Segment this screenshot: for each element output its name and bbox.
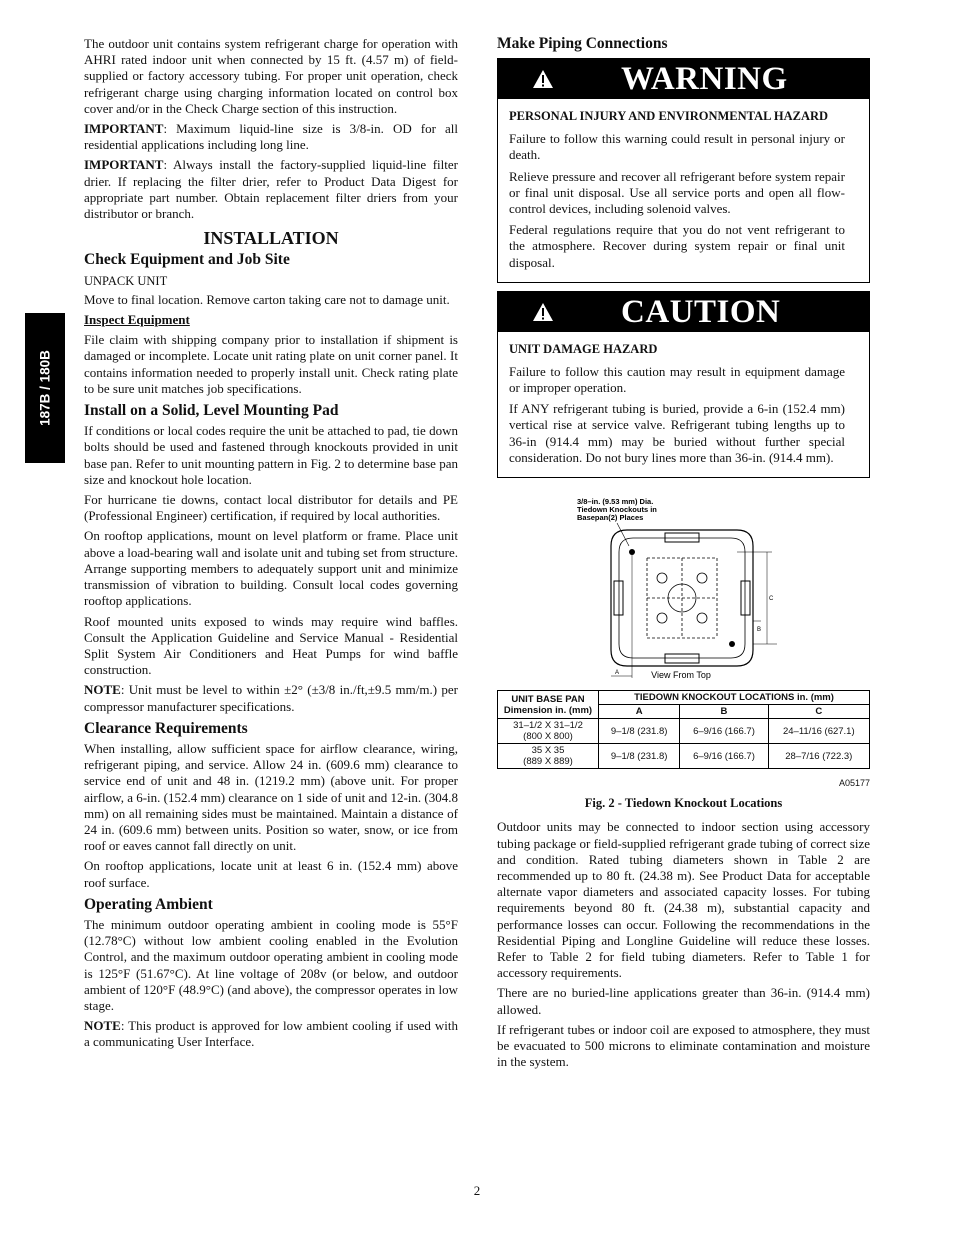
warning-paragraph-2: Relieve pressure and recover all refrigerant before system repair or final unit disposal. Use all service ports and open all flow-control devices, including solenoid valves. bbox=[509, 168, 845, 217]
intro-paragraph: The outdoor unit contains system refrigerant charge for operation with AHRI rated indoor unit when connected by 15 ft. (4.57 m) of field-supplied or factory accessory tubing. For proper unit operation, check refrigerant charge using charging information located on control box cover and/or in the Check Charge section of this instruction. bbox=[84, 36, 458, 116]
clearance-paragraph-1: When installing, allow sufficient space for airflow clearance, wiring, refrigerant piping, and service. Allow 24 in. (609.6 mm) clearance to service end of unit and 48 in. (1219.2 mm) (above unit. For proper airflow, a 6-in. (152.4 mm) clearance on 1 side of unit and 12-in. (304.8 mm) on all remaining sides must be maintained. Maintain a distance of 24 in. (609.6 mm) between units. Position so water, snow, or ice from roof or eaves cannot fall directly on unit. bbox=[84, 740, 458, 854]
mounting-pad-heading: Install on a Solid, Level Mounting Pad bbox=[84, 402, 339, 420]
unpack-label: UNPACK UNIT bbox=[84, 273, 168, 288]
after-paragraph-2: There are no buried-line applications greater than 36-in. (914.4 mm) allowed. bbox=[497, 985, 870, 1017]
ambient-note: NOTE: This product is approved for low ambient cooling if used with a communicating User Interface. bbox=[84, 1018, 458, 1050]
basepan-diagram bbox=[497, 496, 870, 686]
dim-letter-c: C bbox=[769, 596, 774, 603]
callout-line-3: Basepan(2) Places bbox=[577, 513, 644, 523]
unpack-text: Move to final location. Remove carton taking care not to damage unit. bbox=[84, 291, 450, 307]
warning-paragraph-3: Federal regulations require that you do not vent refrigerant to the atmosphere. Recover during system repair or final unit disposal. bbox=[509, 222, 845, 270]
col-header-a: A bbox=[599, 705, 680, 719]
caution-box bbox=[497, 291, 870, 478]
warning-hazard: PERSONAL INJURY AND ENVIRONMENTAL HAZARD bbox=[509, 109, 829, 124]
figure-caption: Fig. 2 - Tiedown Knockout Locations bbox=[584, 796, 783, 811]
caution-title: CAUTION bbox=[621, 293, 781, 330]
pad-paragraph-2: For hurricane tie downs, contact local distributor for details and PE (Professional Engineer) certification, if required by local authorities. bbox=[84, 492, 458, 524]
callout-line-1: 3/8–in. (9.53 mm) Dia. bbox=[577, 497, 654, 507]
left-column bbox=[84, 36, 458, 1055]
caution-paragraph-2: If ANY refrigerant tubing is buried, provide a 6-in (152.4 mm) vertical rise at service valve. Refrigerant tubing lengths up to 36-in (914.4 mm) may be buried without further special consideration. Do not bury lines more than 36-in. (914.4 mm). bbox=[509, 401, 845, 465]
warning-paragraph-1: Failure to follow this warning could result in personal injury or death. bbox=[509, 131, 845, 163]
tiedown-figure bbox=[497, 496, 870, 686]
side-tab bbox=[25, 313, 65, 463]
pad-paragraph-3: On rooftop applications, mount on level platform or frame. Place unit above a load-bearing wall and isolate unit and tubing set from structure. Arrange supporting members to adequately support unit and minimize transmission of vibration to building. Consult local codes governing rooftop applications. bbox=[84, 528, 458, 609]
page-number: 2 bbox=[473, 1183, 481, 1198]
important-1: IMPORTANT: Maximum liquid-line size is 3/8-in. OD for all residential applications including long line. bbox=[84, 121, 458, 153]
level-note: NOTE: Unit must be level to within ±2° (±3/8 in./ft,±9.5 mm/m.) per compressor manufacturer specifications. bbox=[84, 682, 458, 714]
ambient-paragraph: The minimum outdoor operating ambient in cooling mode is 55°F (12.78°C) without low ambient cooling enabled in the Evolution Control, and the maximum outdoor operating ambient in cooling mode is 125°F (51.67°C). At line voltage of 208v (or below, and outdoor ambient of 120°F (48.9°C) (and above), the compressor operates in low stage. bbox=[84, 916, 458, 1013]
warning-title: WARNING bbox=[621, 61, 788, 98]
after-paragraph-1: Outdoor units may be connected to indoor section using accessory tubing package or field-supplied refrigerant grade tubing of correct size and condition. Rated tubing diameters shown in Table 2 are recommended up to 80 ft. (24.38 m). See Product Data for acceptable alternate vapor diameters and associated capacity losses. For tubing requirements beyond 80 ft. (24.38 m), substantial capacity and performance losses can occur. Following the recommendations in the Residential Piping and Longline Guideline will reduce these losses. Refer to Table 2 for field tubing diameters. Refer to Table 1 for accessory requirements. bbox=[497, 819, 870, 981]
dim-letter-b: B bbox=[757, 627, 762, 634]
inspect-text: File claim with shipping company prior to installation if shipment is damaged or incomplete. Locate unit rating plate on unit corner panel. It contains information needed to properly install unit. Check rating plate to be sure unit matches job specifications. bbox=[84, 332, 458, 396]
col-header-dimension: UNIT BASE PAN Dimension in. (mm) bbox=[498, 691, 599, 719]
clearance-paragraph-2: On rooftop applications, locate unit at least 6 in. (152.4 mm) above roof surface. bbox=[84, 858, 458, 890]
caution-header bbox=[498, 292, 869, 332]
col-header-b: B bbox=[680, 705, 768, 719]
warning-triangle-icon bbox=[532, 69, 554, 89]
table-row: 31–1/2 X 31–1/2 (800 X 800) 9–1/8 (231.8) 6–9/16 (166.7) 24–11/16 (627.1) bbox=[498, 719, 870, 744]
after-paragraph-3: If refrigerant tubes or indoor coil are exposed to atmosphere, they must be evacuated to 500 microns to eliminate contamination and moisture in the system. bbox=[497, 1021, 870, 1070]
caution-hazard: UNIT DAMAGE HAZARD bbox=[509, 341, 658, 356]
dim-letter-a: A bbox=[615, 670, 620, 677]
callout-line-2: Tiedown Knockouts in bbox=[577, 505, 657, 515]
view-from-top: View From Top bbox=[651, 670, 711, 681]
ambient-heading: Operating Ambient bbox=[84, 895, 213, 913]
check-equipment-heading: Check Equipment and Job Site bbox=[84, 251, 290, 269]
installation-heading: INSTALLATION bbox=[203, 228, 339, 249]
col-header-group: TIEDOWN KNOCKOUT LOCATIONS in. (mm) bbox=[599, 691, 870, 705]
warning-header bbox=[498, 59, 869, 99]
tiedown-table bbox=[497, 690, 870, 769]
pad-paragraph-1: If conditions or local codes require the unit be attached to pad, tie down bolts should be used and fastened through knockouts provided in unit base pan. Refer to unit mounting pattern in Fig. 2 to determine base pan size and knockout hole location. bbox=[84, 423, 458, 487]
figure-code: A05177 bbox=[838, 778, 870, 789]
side-tab-label: 187B / 180B bbox=[37, 350, 53, 426]
right-column bbox=[497, 36, 870, 1075]
col-header-c: C bbox=[768, 705, 869, 719]
inspect-heading: Inspect Equipment bbox=[84, 312, 190, 328]
clearance-heading: Clearance Requirements bbox=[84, 719, 248, 737]
piping-heading: Make Piping Connections bbox=[497, 35, 668, 52]
pad-paragraph-4: Roof mounted units exposed to winds may require wind baffles. Consult the Application Guideline and Service Manual - Residential Split System Air Conditioners and Heat Pumps for wind baffle construction. bbox=[84, 613, 458, 678]
caution-triangle-icon bbox=[532, 302, 554, 322]
caution-paragraph-1: Failure to follow this caution may result in equipment damage or improper operation. bbox=[509, 363, 845, 396]
table-row: 35 X 35 (889 X 889) 9–1/8 (231.8) 6–9/16 (166.7) 28–7/16 (722.3) bbox=[498, 744, 870, 769]
warning-box bbox=[497, 58, 870, 283]
important-2: IMPORTANT: Always install the factory-supplied liquid-line filter drier. If replacing the filter drier, refer to Product Data Digest for appropriate part number. Obtain replacement filter driers from your distributor or branch. bbox=[84, 157, 458, 222]
